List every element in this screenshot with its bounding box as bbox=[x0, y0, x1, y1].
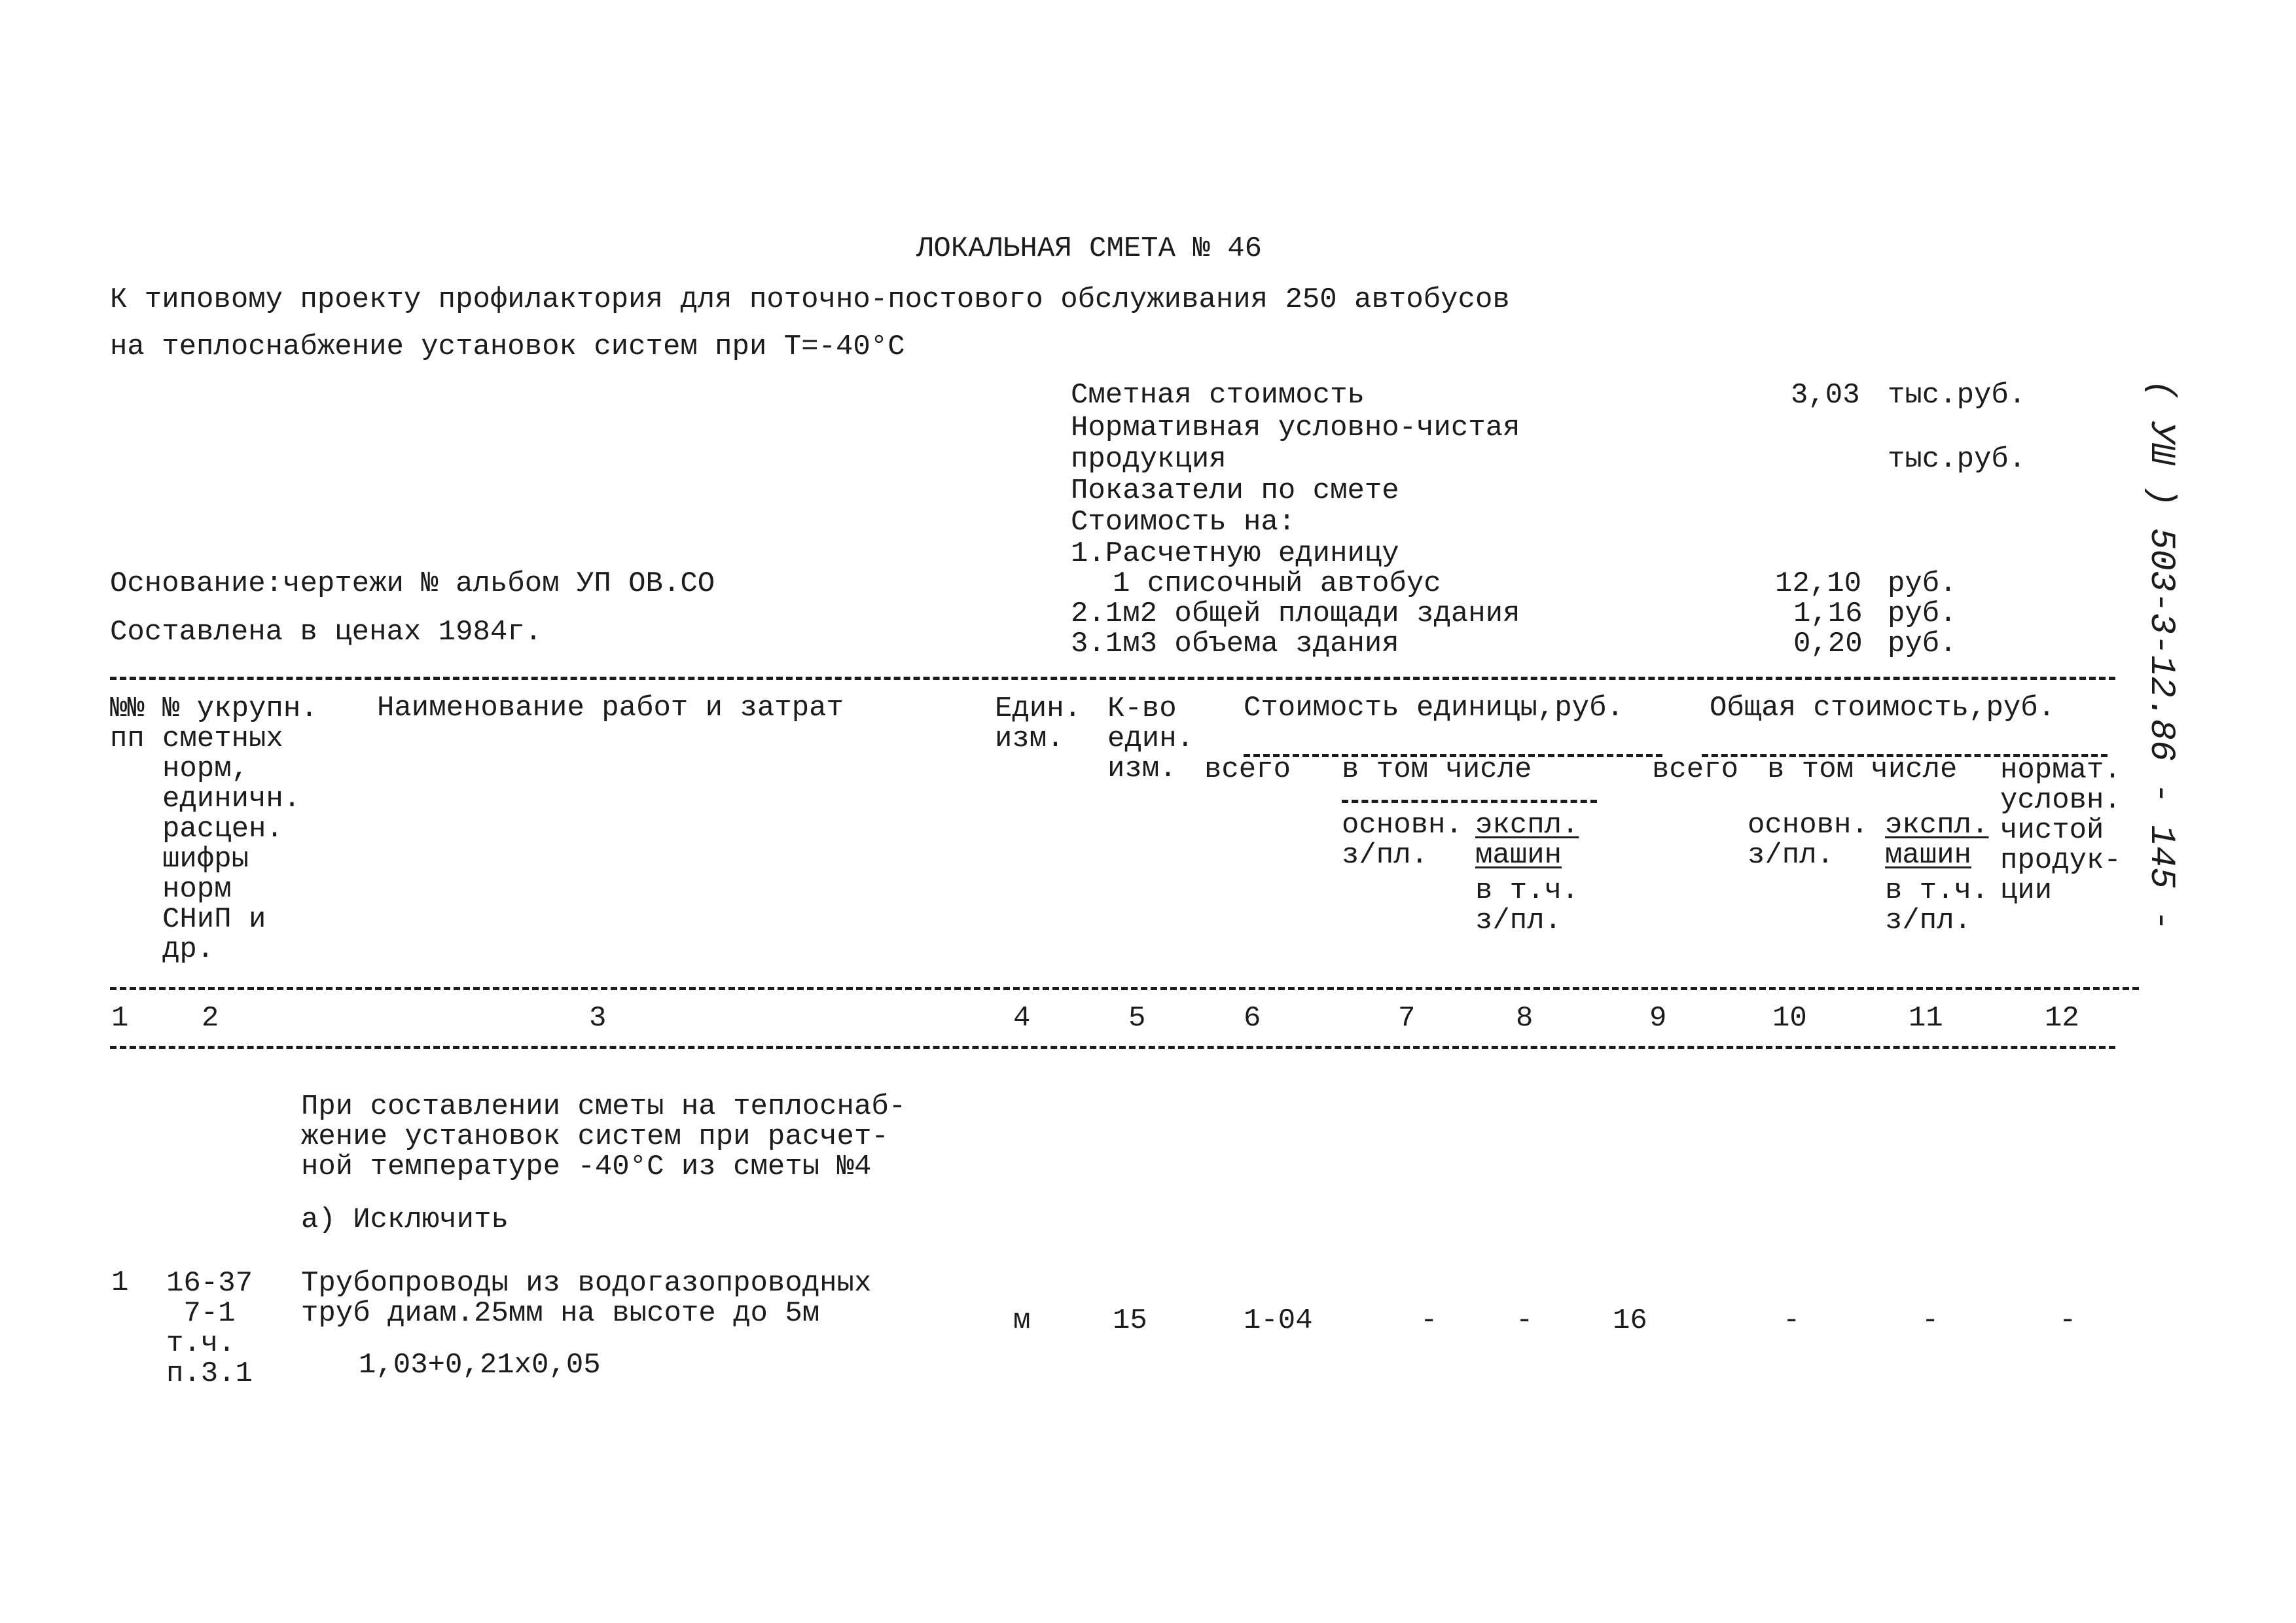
unit-machines-header: экспл. машин bbox=[1475, 809, 1579, 872]
item3-label: 3.1м3 объема здания bbox=[1071, 628, 1399, 660]
column-number-5: 5 bbox=[1128, 1002, 1146, 1035]
item1-unit: руб. bbox=[1888, 567, 1957, 600]
item3-value: 0,20 bbox=[1793, 628, 1863, 660]
basis-text: Основание:чертежи № альбом УП ОВ.СО bbox=[110, 567, 715, 600]
item2-value: 1,16 bbox=[1793, 597, 1863, 630]
normative-unit: тыс.руб. bbox=[1888, 443, 2026, 476]
row-unit: м bbox=[1013, 1304, 1031, 1337]
unit-machines-wage-header: в т.ч. з/пл. bbox=[1475, 874, 1579, 937]
side-document-code: ( УШ ) 503-3-12.86 - 145 - bbox=[2141, 380, 2181, 931]
row-quantity: 15 bbox=[1113, 1304, 1147, 1337]
row-norm-code: 16-37 7-1 т.ч. п.3.1 bbox=[166, 1267, 253, 1390]
row-total-machines: - bbox=[1922, 1304, 1939, 1337]
total-incl-header: в том числе bbox=[1767, 753, 1958, 786]
unit-incl-rule bbox=[1342, 800, 1597, 803]
item1-value: 12,10 bbox=[1775, 567, 1862, 600]
column-number-12: 12 bbox=[2045, 1002, 2079, 1035]
unit-incl-header: в том числе bbox=[1342, 753, 1532, 786]
column-number-8: 8 bbox=[1516, 1002, 1534, 1035]
unit-total-header: всего bbox=[1204, 753, 1291, 786]
row-total: 16 bbox=[1613, 1304, 1647, 1337]
col-header-work-name: Наименование работ и затрат bbox=[377, 692, 844, 724]
column-number-4: 4 bbox=[1013, 1002, 1031, 1035]
row-total-base-wage: - bbox=[1783, 1304, 1801, 1337]
subtitle-line-2: на теплоснабжение установок систем при Т=-40°С bbox=[110, 330, 905, 363]
row-unit-machines: - bbox=[1516, 1304, 1534, 1337]
total-total-header: всего bbox=[1652, 753, 1739, 786]
column-number-2: 2 bbox=[202, 1002, 219, 1035]
item2-unit: руб. bbox=[1888, 597, 1957, 630]
row-unit-total: 1-04 bbox=[1244, 1304, 1313, 1337]
item1-sub-label: 1 списочный автобус bbox=[1113, 567, 1441, 600]
item2-label: 2.1м2 общей площади здания bbox=[1071, 597, 1520, 630]
compiled-text: Составлена в ценах 1984г. bbox=[110, 616, 543, 649]
column-number-10: 10 bbox=[1772, 1002, 1807, 1035]
exclude-heading: а) Исключить bbox=[301, 1204, 509, 1236]
unit-cost-group-header: Стоимость единицы,руб. bbox=[1244, 692, 1624, 724]
indicators-label: Показатели по смете bbox=[1071, 474, 1399, 507]
header-bottom-rule bbox=[110, 987, 2139, 990]
column-number-3: 3 bbox=[589, 1002, 607, 1035]
unit-base-wage-header: основн. з/пл. bbox=[1342, 809, 1463, 872]
cost-per-label: Стоимость на: bbox=[1071, 506, 1296, 539]
normative-label-2: продукция bbox=[1071, 443, 1227, 476]
column-number-9: 9 bbox=[1649, 1002, 1667, 1035]
column-number-1: 1 bbox=[111, 1002, 129, 1035]
total-machines-header: экспл. машин bbox=[1885, 809, 1989, 872]
col-header-quantity: К-во един. изм. bbox=[1107, 692, 1194, 785]
estimated-cost-unit: тыс.руб. bbox=[1888, 379, 2026, 412]
row-number: 1 bbox=[111, 1266, 129, 1299]
page-title: ЛОКАЛЬНАЯ СМЕТА № 46 bbox=[916, 232, 1263, 265]
column-number-6: 6 bbox=[1244, 1002, 1261, 1035]
column-number-7: 7 bbox=[1398, 1002, 1416, 1035]
row-work-name: Трубопроводы из водогазопроводных труб диам.25мм на высоте до 5м bbox=[301, 1267, 872, 1330]
total-normative-header: нормат. условн. чистой продук- ции bbox=[2000, 754, 2121, 907]
col-header-norm-code: № укрупн. сметных норм, единичн. расцен. шифры норм СНиП и др. bbox=[162, 692, 318, 966]
item1-label: 1.Расчетную единицу bbox=[1071, 537, 1399, 570]
subtitle-line-1: К типовому проекту профилактория для поточно-постового обслуживания 250 автобусов bbox=[110, 283, 1510, 316]
estimated-cost-label: Сметная стоимость bbox=[1071, 379, 1365, 412]
estimated-cost-value: 3,03 bbox=[1791, 379, 1860, 412]
total-machines-wage-header: в т.ч. з/пл. bbox=[1885, 874, 1989, 937]
item3-unit: руб. bbox=[1888, 628, 1957, 660]
col-header-number: №№ пп bbox=[110, 692, 145, 755]
column-number-11: 11 bbox=[1909, 1002, 1943, 1035]
row-total-normative: - bbox=[2059, 1304, 2077, 1337]
header-top-rule bbox=[110, 677, 2115, 680]
total-cost-group-header: Общая стоимость,руб. bbox=[1710, 692, 2056, 724]
normative-label-1: Нормативная условно-чистая bbox=[1071, 412, 1520, 444]
column-numbers-rule bbox=[110, 1046, 2115, 1049]
intro-text: При составлении сметы на теплоснаб- жение установок систем при расчет- ной температуре -40°С из сметы №4 bbox=[301, 1090, 906, 1183]
row-formula: 1,03+0,21х0,05 bbox=[359, 1349, 601, 1382]
col-header-unit: Един. изм. bbox=[995, 692, 1082, 755]
total-base-wage-header: основн. з/пл. bbox=[1748, 809, 1869, 872]
row-unit-base-wage: - bbox=[1420, 1304, 1438, 1337]
